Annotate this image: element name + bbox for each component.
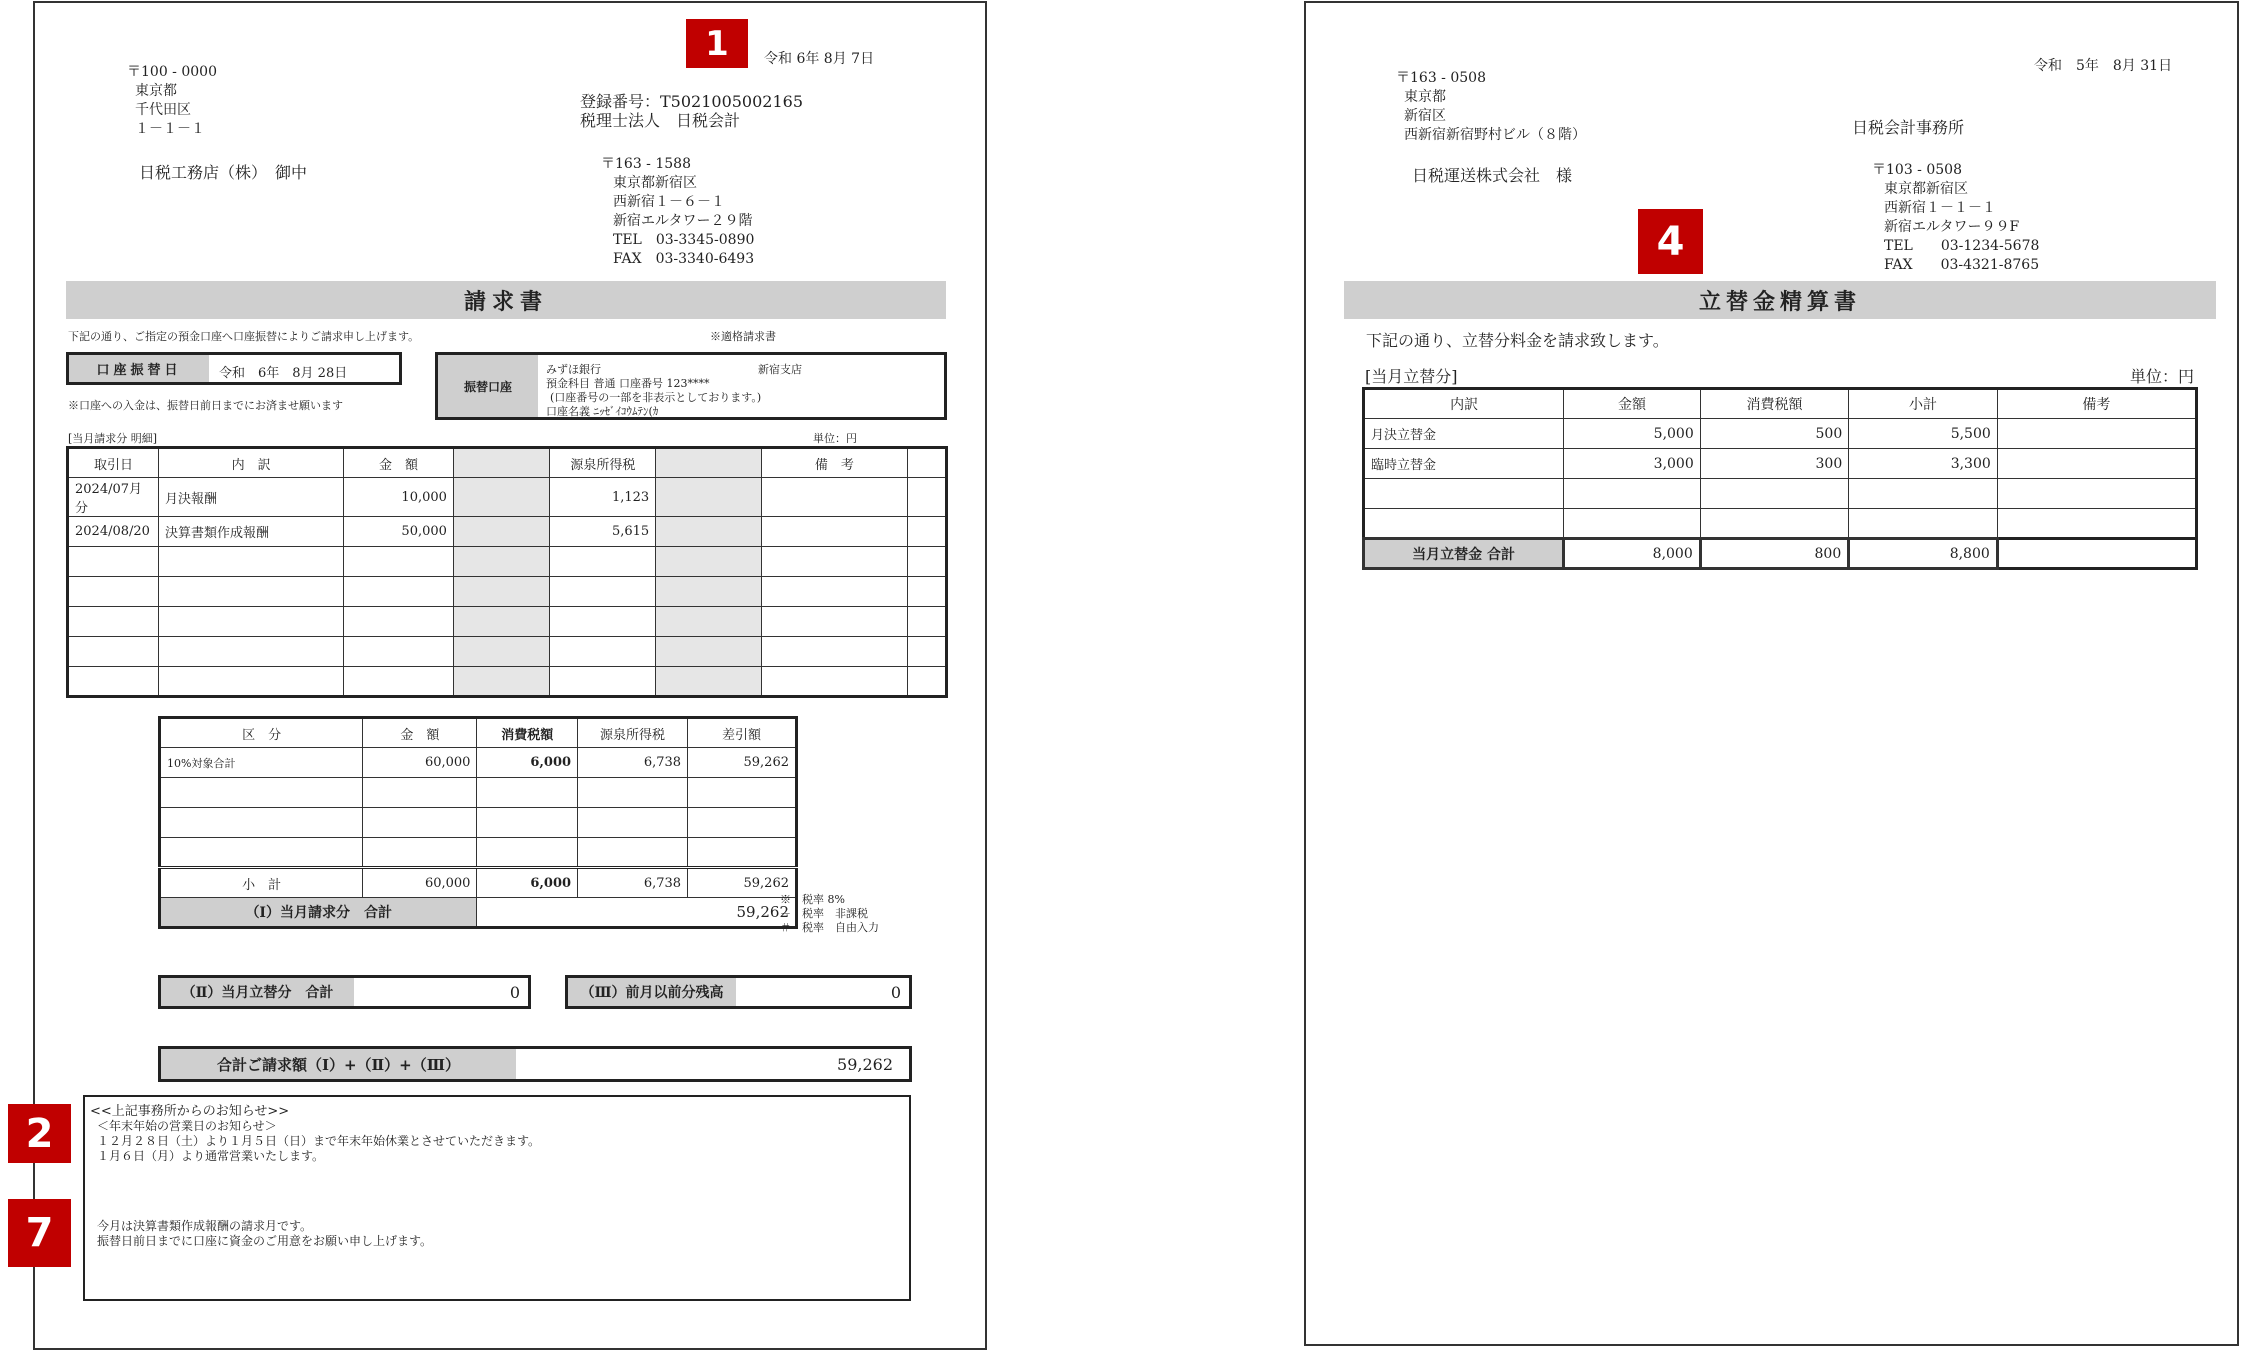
detail-cell xyxy=(761,667,907,697)
detail-cell xyxy=(761,637,907,667)
table-row xyxy=(1364,509,2197,539)
detail-cell xyxy=(908,577,947,607)
detail-unit: 単位：円 xyxy=(813,432,857,445)
detail-cell xyxy=(453,607,550,637)
summary-cell: 59,262 xyxy=(688,748,797,778)
settlement-header-cell: 内訳 xyxy=(1364,389,1564,419)
settlement-cell xyxy=(1700,479,1848,509)
deposit-note: ※口座への入金は、振替日前日までにお済ませ願います xyxy=(68,399,343,412)
detail-cell xyxy=(158,547,343,577)
settlement-cell xyxy=(1364,479,1564,509)
advance-total-value: 0 xyxy=(509,982,520,1002)
summary-cell: 60,000 xyxy=(363,748,477,778)
debit-date-value: 令和 6年 8月 28日 xyxy=(219,366,348,381)
account-mask-note: (口座番号の一部を非表示としております。) xyxy=(550,391,762,404)
settlement-cell: 3,300 xyxy=(1849,449,1998,479)
detail-cell xyxy=(656,547,762,577)
invoice-page xyxy=(33,1,987,1350)
table-row xyxy=(160,748,797,778)
summary-cell xyxy=(363,808,477,838)
detail-cell xyxy=(656,637,762,667)
summary-header-cell: 金 額 xyxy=(363,718,477,748)
settlement-caption: [当月立替分] xyxy=(1365,367,1458,386)
detail-cell xyxy=(550,547,656,577)
settlement-unit: 単位：円 xyxy=(2130,367,2195,386)
badge-1: 1 xyxy=(686,19,748,68)
subtotal-cell: 小 計 xyxy=(160,868,363,898)
detail-cell xyxy=(761,478,907,517)
table-row xyxy=(68,607,947,637)
settlement-header-cell: 小計 xyxy=(1849,389,1998,419)
table-row xyxy=(68,667,947,697)
settlement-header-cell: 備考 xyxy=(1997,389,2196,419)
table-row xyxy=(68,577,947,607)
detail-cell xyxy=(344,547,454,577)
detail-cell xyxy=(550,607,656,637)
settlement-header-cell: 消費税額 xyxy=(1700,389,1848,419)
detail-cell xyxy=(908,667,947,697)
current-total-row xyxy=(160,898,797,928)
tax-rate-notes: ※ 税率 8% － 税率 非課税 ＃ 税率 自由入力 xyxy=(780,893,879,934)
detail-cell xyxy=(344,577,454,607)
settlement-intro: 下記の通り、立替分料金を請求致します。 xyxy=(1366,331,1669,350)
account-holder: 口座名義 ﾆｯｾﾞｲｺｳﾑﾃﾝ(ｶ xyxy=(546,405,659,418)
debit-date-box xyxy=(66,352,402,385)
advance-total-label: （Ⅱ）当月立替分 合計 xyxy=(161,978,354,1006)
settlement-cell: 5,000 xyxy=(1564,419,1701,449)
summary-cell xyxy=(688,778,797,808)
summary-cell xyxy=(688,808,797,838)
detail-cell xyxy=(68,577,159,607)
detail-caption: [当月請求分 明細] xyxy=(68,432,158,445)
detail-header-cell: 内 訳 xyxy=(158,448,343,478)
table-row xyxy=(68,547,947,577)
detail-cell xyxy=(908,637,947,667)
grand-total-box xyxy=(158,1046,912,1082)
detail-header-cell: 取引日 xyxy=(68,448,159,478)
detail-cell xyxy=(761,547,907,577)
detail-cell xyxy=(908,547,947,577)
detail-cell xyxy=(761,607,907,637)
settlement-total-row xyxy=(1364,539,2197,569)
summary-cell: 10%対象合計 xyxy=(160,748,363,778)
detail-cell xyxy=(908,517,947,547)
settlement-cell: 5,500 xyxy=(1849,419,1998,449)
grand-total-value: 59,262 xyxy=(837,1054,893,1074)
table-row xyxy=(160,808,797,838)
registration-number: 登録番号：T5021005002165 xyxy=(580,92,804,111)
previous-balance-label: （Ⅲ）前月以前分残高 xyxy=(568,978,736,1006)
summary-cell xyxy=(578,838,688,868)
settlement-cell: 300 xyxy=(1700,449,1848,479)
table-row xyxy=(1364,449,2197,479)
summary-header-cell: 区 分 xyxy=(160,718,363,748)
subtotal-cell: 6,738 xyxy=(578,868,688,898)
summary-cell: 6,000 xyxy=(477,748,578,778)
detail-header-row xyxy=(68,448,947,478)
detail-cell xyxy=(550,637,656,667)
summary-table xyxy=(158,716,798,929)
advance-total-box xyxy=(158,975,531,1009)
detail-cell xyxy=(344,637,454,667)
notice-box xyxy=(83,1095,911,1301)
settlement-issuer-name: 日税会計事務所 xyxy=(1852,118,1965,137)
detail-header-cell xyxy=(908,448,947,478)
summary-cell xyxy=(477,808,578,838)
detail-header-cell xyxy=(656,448,762,478)
settlement-cell: 臨時立替金 xyxy=(1364,449,1564,479)
subtotal-cell: 60,000 xyxy=(363,868,477,898)
settlement-cell: 月決立替金 xyxy=(1364,419,1564,449)
detail-cell xyxy=(656,577,762,607)
recipient-name: 日税工務店（株） 御中 xyxy=(139,163,308,182)
detail-cell xyxy=(453,577,550,607)
detail-cell xyxy=(761,517,907,547)
qualified-invoice-note: ※適格請求書 xyxy=(710,330,776,343)
detail-header-cell: 金 額 xyxy=(344,448,454,478)
settlement-issuer-address: 〒103 - 0508 東京都新宿区 西新宿１－１－１ 新宿エルタワー９９F TEL 03-1234-5678 FAX 03-4321-8765 xyxy=(1872,162,2040,273)
settlement-cell xyxy=(1564,509,1701,539)
summary-header-cell: 源泉所得税 xyxy=(578,718,688,748)
settlement-total-cell: 8,800 xyxy=(1849,539,1998,569)
settlement-header-cell: 金額 xyxy=(1564,389,1701,419)
detail-cell xyxy=(656,667,762,697)
detail-header-cell xyxy=(453,448,550,478)
summary-cell xyxy=(160,778,363,808)
detail-cell: 50,000 xyxy=(344,517,454,547)
previous-balance-box xyxy=(565,975,912,1009)
detail-table xyxy=(66,446,948,698)
notice-holiday: ＜年末年始の営業日のお知らせ＞ １２月２８日（土）より１月５日（日）まで年末年始休業とさせていただきます。 １月６日（月）より通常営業いたします。 xyxy=(97,1119,541,1163)
summary-cell xyxy=(688,838,797,868)
detail-header-cell: 備 考 xyxy=(761,448,907,478)
bank-name: みずほ銀行 xyxy=(546,363,601,376)
detail-cell xyxy=(158,667,343,697)
detail-cell xyxy=(68,667,159,697)
detail-cell xyxy=(761,577,907,607)
summary-cell xyxy=(363,778,477,808)
subtotal-cell: 6,000 xyxy=(477,868,578,898)
settlement-title: 立替金精算書 xyxy=(1344,281,2216,319)
badge-2: 2 xyxy=(8,1104,71,1163)
recipient-address: 〒100 - 0000 東京都 千代田区 １－１－１ xyxy=(127,64,217,137)
detail-cell xyxy=(656,607,762,637)
settlement-cell xyxy=(1997,479,2196,509)
detail-cell: 月決報酬 xyxy=(158,478,343,517)
detail-cell: 5,615 xyxy=(550,517,656,547)
detail-cell: 2024/07月分 xyxy=(68,478,159,517)
detail-cell xyxy=(158,607,343,637)
settlement-cell xyxy=(1997,419,2196,449)
settlement-total-blank xyxy=(1997,539,2196,569)
summary-cell xyxy=(578,808,688,838)
invoice-date: 令和 6年 8月 7日 xyxy=(764,51,875,67)
summary-cell xyxy=(160,838,363,868)
settlement-cell xyxy=(1564,479,1701,509)
detail-header-cell: 源泉所得税 xyxy=(550,448,656,478)
summary-header-row xyxy=(160,718,797,748)
table-row xyxy=(160,838,797,868)
settlement-date: 令和 5年 8月 31日 xyxy=(2034,58,2173,74)
detail-cell xyxy=(344,667,454,697)
issuer-name: 税理士法人 日税会計 xyxy=(580,111,741,130)
detail-cell xyxy=(68,547,159,577)
settlement-page xyxy=(1304,1,2239,1346)
detail-cell: 2024/08/20 xyxy=(68,517,159,547)
summary-cell xyxy=(160,808,363,838)
bank-branch: 新宿支店 xyxy=(758,363,802,376)
table-row xyxy=(68,478,947,517)
detail-cell xyxy=(453,547,550,577)
settlement-cell: 500 xyxy=(1700,419,1848,449)
settlement-total-cell: 8,000 xyxy=(1564,539,1701,569)
settlement-recipient-address: 〒163 - 0508 東京都 新宿区 西新宿新宿野村ビル（８階） xyxy=(1396,70,1586,143)
detail-cell xyxy=(453,637,550,667)
summary-cell xyxy=(578,778,688,808)
settlement-cell xyxy=(1849,479,1998,509)
settlement-cell xyxy=(1849,509,1998,539)
table-row xyxy=(68,637,947,667)
detail-cell xyxy=(656,517,762,547)
settlement-cell xyxy=(1997,449,2196,479)
badge-4: 4 xyxy=(1638,209,1703,274)
current-total-value: 59,262 xyxy=(477,898,797,928)
summary-header-cell: 消費税額 xyxy=(477,718,578,748)
settlement-cell xyxy=(1364,509,1564,539)
settlement-cell xyxy=(1700,509,1848,539)
detail-cell: 1,123 xyxy=(550,478,656,517)
account-label: 振替口座 xyxy=(438,355,538,417)
summary-header-cell: 差引額 xyxy=(688,718,797,748)
settlement-table xyxy=(1362,387,2198,570)
badge-7: 7 xyxy=(8,1199,71,1267)
invoice-intro: 下記の通り、ご指定の預金口座へ口座振替によりご請求申し上げます。 xyxy=(68,330,420,343)
table-row xyxy=(1364,419,2197,449)
table-row xyxy=(68,517,947,547)
account-line: 預金科目 普通 口座番号 123**** xyxy=(546,377,710,390)
settlement-header-row xyxy=(1364,389,2197,419)
previous-balance-value: 0 xyxy=(890,982,901,1002)
detail-cell xyxy=(908,607,947,637)
detail-cell xyxy=(158,637,343,667)
detail-cell xyxy=(453,517,550,547)
summary-cell xyxy=(363,838,477,868)
detail-cell xyxy=(344,607,454,637)
notice-billing-month: 今月は決算書類作成報酬の請求月です。 振替日前日までに口座に資金のご用意をお願い申し上げます。 xyxy=(97,1219,433,1248)
detail-cell xyxy=(68,637,159,667)
invoice-title: 請求書 xyxy=(66,281,946,319)
notice-title: <<上記事務所からのお知らせ>> xyxy=(90,1104,290,1119)
grand-total-label: 合計ご請求額（Ⅰ）+（Ⅱ）+（Ⅲ） xyxy=(161,1049,516,1079)
detail-cell xyxy=(908,478,947,517)
summary-cell: 6,738 xyxy=(578,748,688,778)
detail-cell xyxy=(68,607,159,637)
settlement-total-cell: 800 xyxy=(1700,539,1848,569)
issuer-address: 〒163 - 1588 東京都新宿区 西新宿１－６－１ 新宿エルタワー２９階 TEL 03-3345-0890 FAX 03-3340-6493 xyxy=(601,156,755,267)
summary-cell xyxy=(477,778,578,808)
settlement-recipient-name: 日税運送株式会社 様 xyxy=(1412,166,1573,185)
settlement-total-cell: 当月立替金 合計 xyxy=(1364,539,1564,569)
table-row xyxy=(160,778,797,808)
detail-cell xyxy=(656,478,762,517)
detail-cell xyxy=(158,577,343,607)
detail-cell xyxy=(550,577,656,607)
detail-cell xyxy=(453,667,550,697)
debit-date-label: 口座振替日 xyxy=(69,355,209,382)
settlement-cell xyxy=(1997,509,2196,539)
detail-cell: 決算書類作成報酬 xyxy=(158,517,343,547)
subtotal-cell: 59,262 xyxy=(688,868,797,898)
settlement-cell: 3,000 xyxy=(1564,449,1701,479)
detail-cell xyxy=(453,478,550,517)
subtotal-row xyxy=(160,868,797,898)
summary-cell xyxy=(477,838,578,868)
current-total-label: （Ⅰ）当月請求分 合計 xyxy=(160,898,477,928)
detail-cell: 10,000 xyxy=(344,478,454,517)
detail-cell xyxy=(550,667,656,697)
table-row xyxy=(1364,479,2197,509)
account-box xyxy=(435,352,947,420)
